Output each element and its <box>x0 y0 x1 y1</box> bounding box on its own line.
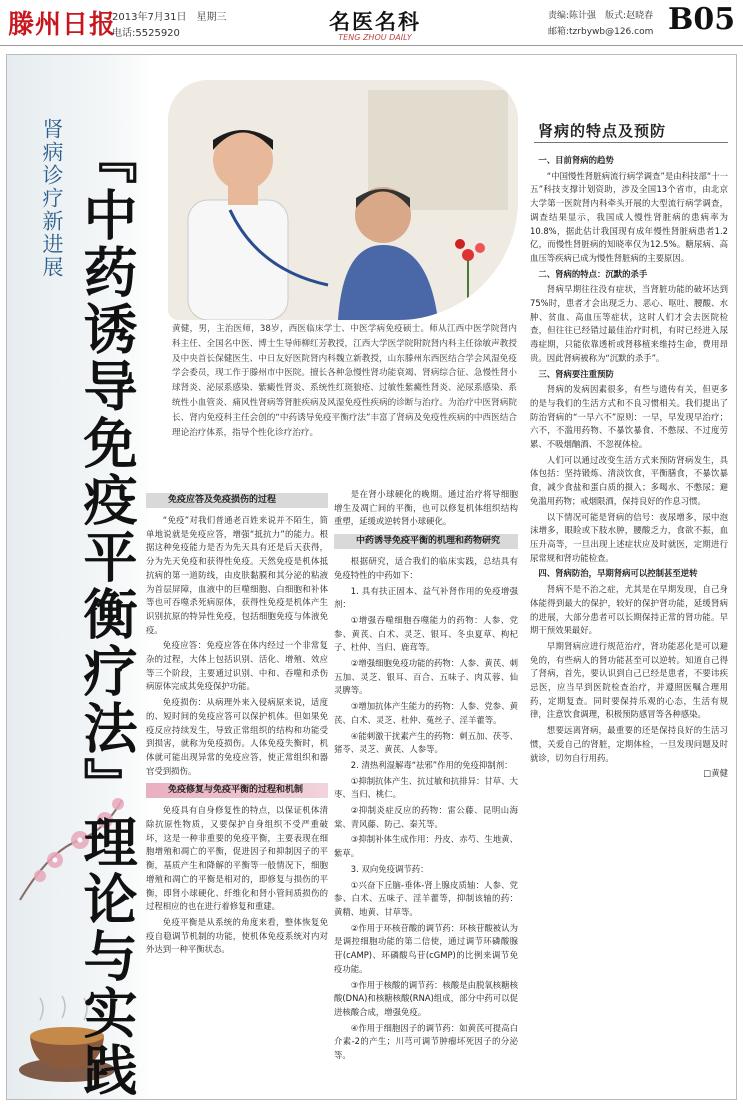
paragraph: ②抑制炎症反应的药物：雷公藤、昆明山海棠、青风藤、防己、秦艽等。 <box>334 805 518 829</box>
paragraph: ②增强细胞免疫功能的药物：人参、黄芪、刺五加、灵芝、银耳、百合、五味子、肉苁蓉、仙灵脾等。 <box>334 658 518 696</box>
paragraph: “中国慢性肾脏病流行病学调查”是由科技部“十一五”科技支撑计划资助，涉及全国13个省市，由北京大学第一医院肾内科牵头开展的大型流行病学调查，调查结果显示，我国成人慢性肾脏病的患病率为10.8%，据此估计我国现有成年慢性肾脏病患者1.2亿，而慢性肾脏病的知晓率仅为12.5%。糖尿病、高血压等疾病已成为慢性肾脏病的主要原因。 <box>530 170 728 263</box>
paragraph: 免疫损伤：从病理外来入侵病原来说，适度的、短时间的免疫应答可以保护机体。但如果免疫反应持续发生，导致正常组织的结构和功能受到损害，就称为免疫损伤。人体免疫失衡时，机体就可能出现异常的免疫应答，使正常组织和器官受到损伤。 <box>146 697 328 776</box>
section-heading: 免疫应答及免疫损伤的过程 <box>146 493 328 508</box>
paragraph: ②作用于环核苷酸的调节药：环核苷酸被认为是调控细胞功能的第二信使，通过调节环磷酸腺苷(cAMP)、环磷酸鸟苷(cGMP)的比例来调节免疫功能。 <box>334 922 518 974</box>
paragraph: 肾病不是不治之症，尤其是在早期发现，自己身体能得到最大的保护，较好的保护肾功能，延缓肾病的进展，大部分患者可以长期保持正常的肾功能。早期干预效果最好。 <box>530 584 728 636</box>
paragraph: 以下情况可能是肾病的信号：夜尿增多，尿中泡沫增多，眼睑或下肢水肿，腰酸乏力，食欲不振，血压升高等，一旦出现上述症状应及时就医，定期进行尿常规和肾功能检查。 <box>530 511 728 563</box>
doctor-profile: 黄健，男，主治医师，38岁，西医临床学士、中医学病免疫硕士。师从江西中医学院肾内科主任、全国名中医、博士生导师柳红芳教授，江西大学医学院附院肾内科主任徐敏声教授及中央首长保健医生、中日友好医院肾内科魏立新教授，山东滕州东西医结合学会风湿免疫学会委员，现工作于滕州市中医院。擅长各种急慢性肾功能衰竭、肾病综合征、急慢性肾小球肾炎、泌尿系感染、紫癜性肾炎、系统性红斑狼疮、过敏性紫癜性肾炎、泌尿系感染、系统性小血管炎、痛风性肾病等肾脏疾病及风湿免疫性疾病的诊断与治疗。为治疗中医肾病院长、肾内免疫科主任会创的“中药诱导免疫平衡疗法”丰富了肾病及免疫性疾病的中西医结合理论治疗体系，指导个性化诊疗治疗。 <box>172 324 517 438</box>
article-subtitle: 肾病诊疗新进展 <box>40 118 64 279</box>
paragraph: 2. 清热利湿解毒“祛邪”作用的免疫抑制剂： <box>350 759 513 770</box>
editor-credit: 责编:陈计强 版式:赵晓春 <box>548 11 654 21</box>
paragraph: “免疫”对我们普通老百姓来说并不陌生，简单地说就是免疫应答，增强“抵抗力”的能力。根据这种免疫能力是否为先天具有还是后天获得，分为先天免疫和获得性免疫。天然免疫是机体抵抗病的第一道防线，由皮肤黏膜和其分泌的粘液为首层屏障，血液中的巨噬细胞、白细胞和补体等也可吞噬杀死病原体，获得性免疫是机体产生识别抗原的特异性免疫，包括细胞免疫与体液免疫。 <box>146 515 328 635</box>
paragraph: ①兴奋下丘脑-垂体-肾上腺皮质轴：人参、党参、白术、五味子、淫羊藿等，抑制该轴的药：黄精、地黄、甘草等。 <box>334 879 518 917</box>
paragraph: 免疫应答：免疫应答在体内经过一个非常复杂的过程，大体上包括识别、活化、增殖、效应等三个阶段，主要通过识别、中和、吞噬和杀伤病原体完成其免疫保护功能。 <box>146 640 328 692</box>
page-header <box>0 0 743 46</box>
subheading: 四、肾病防治，早期肾病可以控制甚至逆转 <box>538 568 698 579</box>
article-column-2 <box>334 488 518 1092</box>
newspaper-logo: 滕州日报 <box>8 10 117 40</box>
issue-date: 2013年7月31日 星期三 <box>112 12 227 23</box>
paragraph: 肾病早期往往没有症状，当肾脏功能的破坏达到75%时，患者才会出现乏力、恶心、呕吐、腰酸、水肿、贫血、高血压等症状，这时人们才会去医院检查，但往往已经错过最佳治疗时机，有时已经进入尿毒症期，只能依靠透析或肾移植来维持生命，费用昂贵。因此肾病被称为“沉默的杀手”。 <box>530 284 728 363</box>
page-number: B05 <box>668 2 736 37</box>
paragraph: ③抑制补体生成作用：丹皮、赤芍、生地黄、紫草。 <box>334 834 518 859</box>
author-signature: □黄健 <box>703 768 728 779</box>
paragraph: ③增加抗体产生能力的药物：人参、党参、黄芪、白术、灵芝、杜仲、菟丝子、淫羊藿等。 <box>334 701 518 725</box>
section-heading: 免疫修复与免疫平衡的过程和机制 <box>146 783 328 798</box>
sidebar-title: 肾病的特点及预防 <box>538 122 667 140</box>
subheading: 三、肾病要注重预防 <box>538 368 614 379</box>
paragraph: 人们可以通过改变生活方式来预防肾病发生，具体包括：坚持锻炼、清淡饮食，平衡膳食，不暴饮暴食，减少食盐和蛋白质的摄入；多喝水、不憋尿；避免滥用药物；戒烟限酒，保持良好的作息习惯。 <box>530 454 728 506</box>
paragraph: ④能刺激干扰素产生的药物：刺五加、茯苓、猪苓、灵芝、黄芪、人参等。 <box>334 730 518 755</box>
paragraph: ④作用于细胞因子的调节药：如黄芪可提高白介素-2的产生；川芎可调节肿瘤坏死因子的分泌等。 <box>334 1022 518 1061</box>
paragraph: 3. 双向免疫调节药： <box>350 863 429 874</box>
photo-illustration <box>168 80 518 320</box>
article-column-1 <box>146 488 328 1092</box>
paragraph: 免疫具有自身修复性的特点，以保证机体清除抗原性物质，又要保护自身组织不受严重破坏，这是一种非重要的免疫平衡，主要表现在细胞增殖和凋亡的平衡，促进因子和抑制因子的平衡，基质产生和降解的平衡等一般情况下，细胞增殖和凋亡的平衡是相对的，即修复与损伤的平衡，即肾小球硬化、纤维化和肾小管间质损伤的过程相应的也在进行着修复和重建。 <box>146 805 328 912</box>
paragraph: ①增强吞噬细胞吞噬能力的药物：人参、党参、黄芪、白术、灵芝、银耳、冬虫夏草、枸杞子、杜仲、当归、鹿茸等。 <box>334 614 518 653</box>
editor-email: 邮箱:tzrbywb@126.com <box>548 27 654 37</box>
paragraph: ①抑制抗体产生、抗过敏和抗排异：甘草、大枣、当归、桃仁。 <box>334 775 518 800</box>
subheading: 一、目前肾病的趋势 <box>538 155 614 165</box>
paragraph: ③作用于核酸的调节药：核酸是由脱氧核糖核酸(DNA)和核糖核酸(RNA)组成，部分中药可以促进核酸合成，增强免疫。 <box>334 979 518 1017</box>
paragraph: 肾病的发病因素很多，有些与遗传有关，但更多的是与我们的生活方式和不良习惯相关。我们提出了防治肾病的“一早六不”原则：一早，早发现早治疗；六不，不滥用药物、不暴饮暴食、不憋尿、不过度劳累、不吸烟酗酒、不忽视体检。 <box>530 384 728 450</box>
doctor-patient-photo <box>168 80 518 320</box>
section-title: 名医名科 <box>329 10 421 34</box>
paragraph: 1. 具有扶正固本、益气补肾作用的免疫增强剂： <box>334 585 518 610</box>
article-title: 『中药诱导免疫平衡疗法』理论与实践 <box>75 130 139 1099</box>
article-column-3 <box>530 118 728 1092</box>
paragraph: 根据研究，适合我们的临床实践，总结具有免疫特性的中药如下： <box>334 556 518 580</box>
phone-number: 电话:5525920 <box>112 28 180 39</box>
paragraph: 是在肾小球硬化的晚期。通过治疗将导细胞增生及凋亡间的平衡，也可以修复机体组织结构重塑，延缓或逆转肾小球硬化。 <box>334 489 518 527</box>
section-heading: 中药诱导免疫平衡的机理和药物研究 <box>334 534 518 549</box>
paragraph: 早期肾病应进行规范治疗，肾功能恶化是可以避免的，有些病人的肾功能甚至可以逆转。知道自己得了肾病，首先，要认识到自己已经是患者，不要讳疾忌医，应当早到医院检查治疗，并遵照医嘱合理用药，定期复查。同时要保持乐观的心态，生活有规律，注意饮食调理，积极预防感冒等各种感染。 <box>530 640 728 720</box>
subheading: 二、肾病的特点：沉默的杀手 <box>538 268 648 279</box>
paragraph: 免疫平衡是从系统的角度来看，整体恢复免疫自稳调节机制的功能，使机体免疫系统对内对外达到一种平衡状态。 <box>146 916 328 955</box>
paragraph: 想要远离肾病，最重要的还是保持良好的生活习惯，关爱自己的肾脏，定期体检，一旦发现问题及时就诊，切勿自行用药。 <box>530 725 728 763</box>
section-subtitle: TENG ZHOU DAILY <box>338 33 412 42</box>
